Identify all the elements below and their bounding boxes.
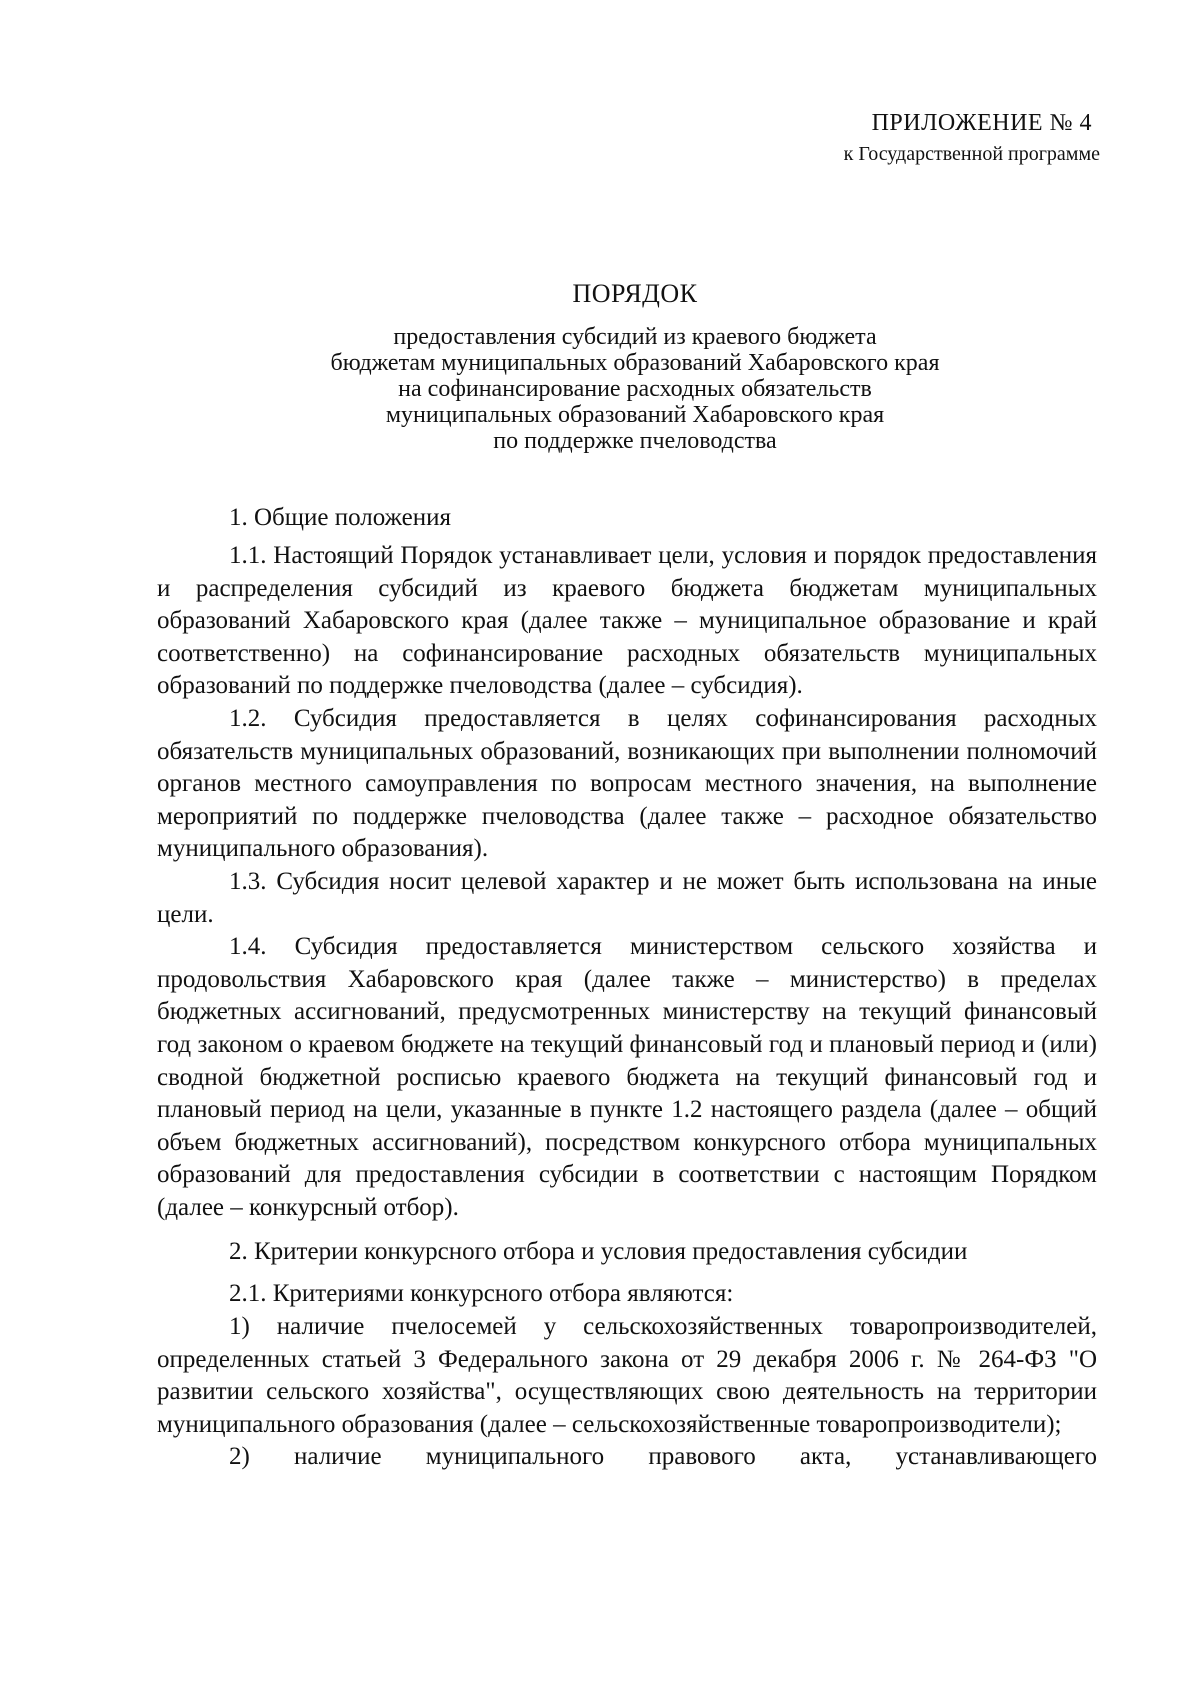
paragraph: 1.4. Субсидия предоставляется министерством сельского хозяйства и продовольствия Хабаровского края (далее также – министерство) в пределах бюджетных ассигнований, предусмотренных министерству на текущий финансовый год законом о краевом бюджете на текущий финансовый год и плановый период и (или) сводной бюджетной росписью краевого бюджета на текущий финансовый год и плановый период на цели, указанные в пункте 1.2 настоящего раздела (далее – общий объем бюджетных ассигнований), посредством конкурсного отбора муниципальных образований для предоставления субсидии в соответствии с настоящим Порядком (далее – конкурсный отбор). [157, 933, 1097, 1221]
document-subtitle [150, 324, 1120, 454]
appendix-header [844, 108, 1100, 168]
paragraph: 2.1. Критериями конкурсного отбора являются: [229, 1280, 734, 1308]
section-heading: 2. Критерии конкурсного отбора и условия предоставления субсидии [229, 1238, 968, 1266]
subtitle-line: муниципальных образований Хабаровского края [385, 402, 885, 428]
subtitle-line: бюджетам муниципальных образований Хабаровского края [330, 350, 940, 376]
subtitle-line: по поддержке пчеловодства [493, 428, 777, 454]
paragraph: 1.2. Субсидия предоставляется в целях софинансирования расходных обязательств муниципальных образований, возникающих при выполнении полномочий органов местного самоуправления по вопросам местного значения, на выполнение мероприятий по поддержке пчеловодства (далее также – расходное обязательство муниципального образования). [157, 704, 1097, 863]
appendix-subtitle: к Государственной программе [843, 143, 1100, 165]
subtitle-line: предоставления субсидий из краевого бюджета [393, 324, 877, 350]
document-title: ПОРЯДОК [572, 279, 698, 308]
paragraph: 1.1. Настоящий Порядок устанавливает цели, условия и порядок предоставления и распределения субсидий из краевого бюджета бюджетам муниципальных образований Хабаровского края (далее также – муниципальное образование и край соответственно) на софинансирование расходных обязательств муниципальных образований по поддержке пчеловодства (далее – субсидия). [157, 542, 1097, 700]
section-heading: 1. Общие положения [229, 504, 451, 531]
paragraph: 2) наличие муниципального правового акта, устанавливающего [229, 1443, 1097, 1471]
paragraph: 1.3. Субсидия носит целевой характер и не может быть использована на иные цели. [157, 867, 1097, 928]
document-body [157, 502, 1097, 1474]
paragraph: 1) наличие пчелосемей у сельскохозяйственных товаропроизводителей, определенных статьей 3 Федерального закона от 29 декабря 2006 г. № 264-ФЗ "О развитии сельского хозяйства", осуществляющих свою деятельность на территории муниципального образования (далее – сельскохозяйственные товаропроизводители); [157, 1313, 1097, 1438]
appendix-title: ПРИЛОЖЕНИЕ № 4 [871, 110, 1092, 136]
document-heading [150, 278, 1120, 454]
subtitle-line: на софинансирование расходных обязательств [398, 376, 872, 402]
